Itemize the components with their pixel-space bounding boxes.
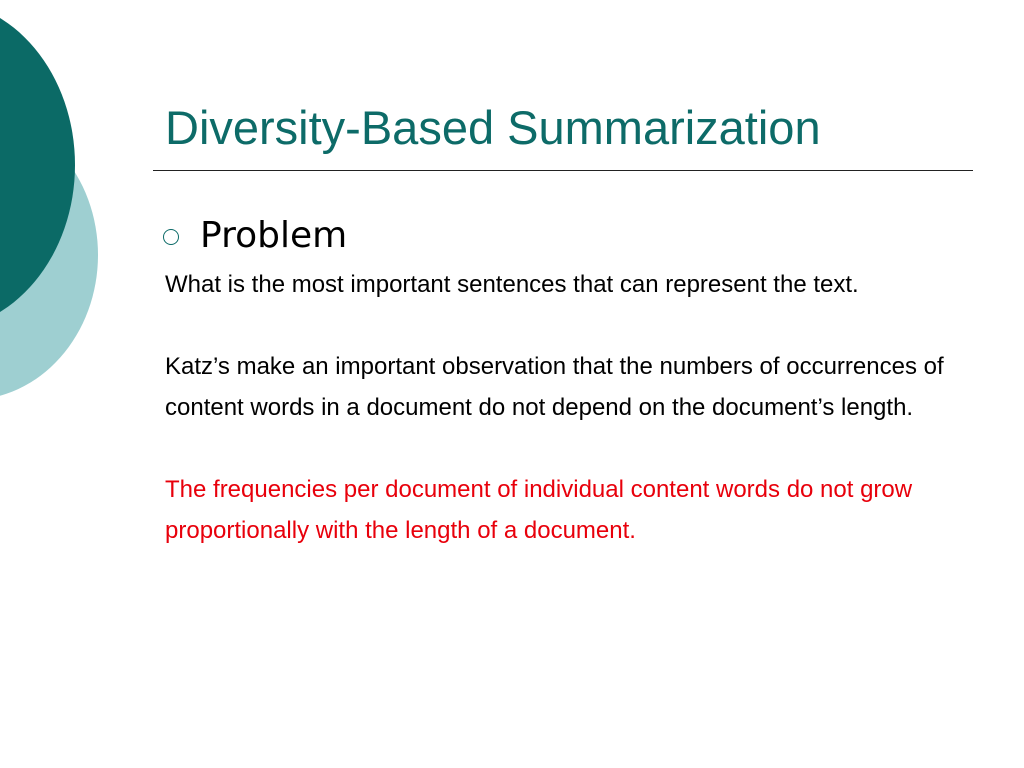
bullet-item-problem [163,213,347,259]
hollow-circle-icon [163,229,179,245]
paragraph-observation: Katz’s make an important observation that the numbers of occurrences of content words in a document do not depend on the document’s length. [165,353,944,421]
bullet-label: Problem [200,215,348,256]
paragraph-question: What is the most important sentences that can represent the text. [165,271,859,298]
slide-body [165,264,965,551]
paragraph-spacer [165,305,965,346]
paragraph-spacer [165,428,965,469]
paragraph-highlight: The frequencies per document of individual content words do not grow proportionally with the length of a document. [165,476,913,544]
slide-title: Diversity-Based Summarization [165,101,821,154]
title-divider [153,170,973,171]
